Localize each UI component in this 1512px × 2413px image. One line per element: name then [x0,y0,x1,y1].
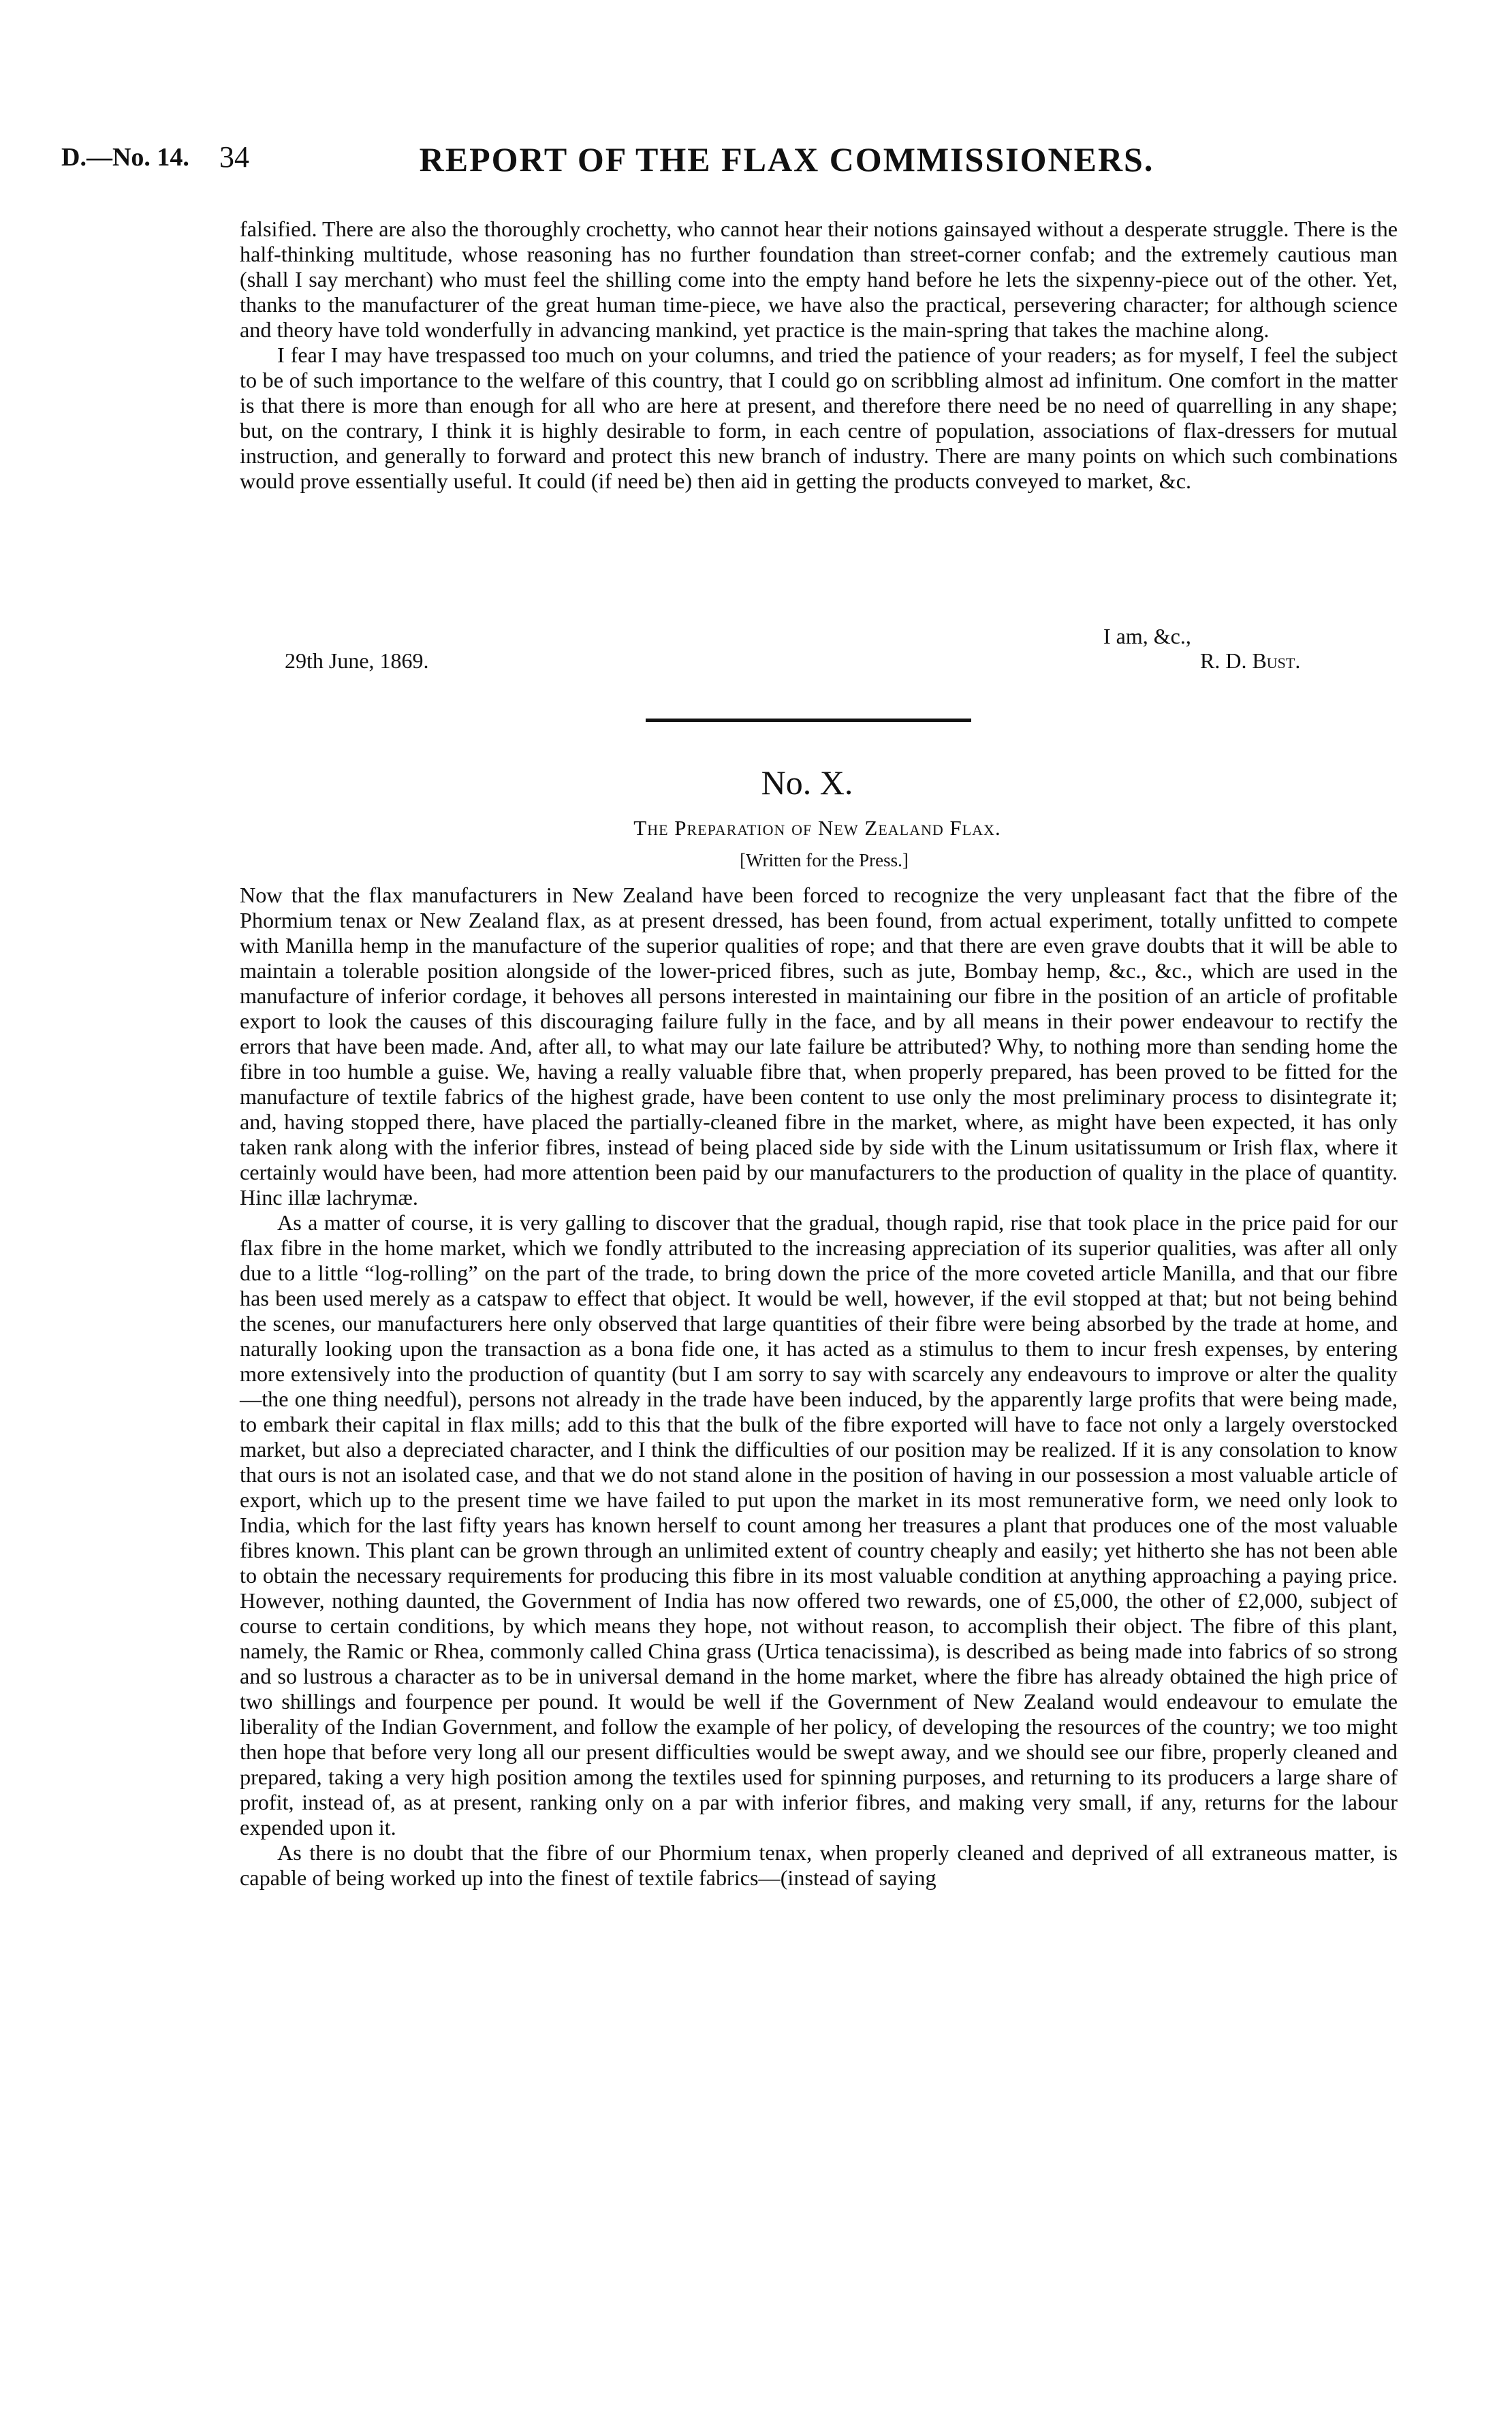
running-title: REPORT OF THE FLAX COMMISSIONERS. [419,140,1154,178]
letter-date: 29th June, 1869. [285,648,429,673]
article-body [240,883,1398,1891]
article-number: No. X. [761,763,853,802]
letter-signature: R. D. Bust. [1200,648,1301,673]
letter-closing: I am, &c., [1103,624,1191,648]
letter-body [240,217,1398,494]
page-header [61,140,1430,180]
letter-paragraph: I fear I may have trespassed too much on your columns, and tried the patience of your readers; as for myself, I feel the subject to be of such importance to the welfare of this country, that I could go on scribbling almost ad infinitum. One comfort in the matter is that there is more than enough for all who are here at present, and therefore there need be no need of quarrelling in any shape; but, on the contrary, I think it is highly desirable to form, in each centre of population, associations of flax-dressers for mutual instruction, and generally to forward and protect this new branch of industry. There are many points on which such combinations would prove essentially useful. It could (if need be) then aid in getting the products conveyed to market, &c. [240,343,1398,493]
page-number: 34 [219,140,249,174]
section-divider [646,719,971,722]
document-reference: D.—No. 14. [61,143,189,172]
article-title: The Preparation of New Zealand Flax. [633,816,1001,840]
article-paragraph: As there is no doubt that the fibre of our Phormium tenax, when properly cleaned and deprived of all extraneous matter, is capable of being worked up into the finest of textile fabrics—(instead of saying [240,1840,1398,1890]
letter-paragraph: falsified. There are also the thoroughly crochetty, who cannot hear their notions gainsayed without a desperate struggle. There is the half-thinking multitude, whose reasoning has no further foundation than street-corner confab; and the extremely cautious man (shall I say merchant) who must feel the shilling come into the empty hand before he lets the sixpenny-piece out of the other. Yet, thanks to the manufacturer of the great human time-piece, we have also the practical, persevering character; for although science and theory have told wonderfully in advancing mankind, yet practice is the main-spring that takes the machine along. [240,217,1398,342]
article-source: [Written for the Press.] [740,850,909,870]
article-paragraph: As a matter of course, it is very galling to discover that the gradual, though rapid, rise that took place in the price paid for our flax fibre in the home market, which we fondly attributed to the increasing appreciation of its superior qualities, was after all only due to a little “log-rolling” on the part of the trade, to bring down the price of the more coveted article Manilla, and that our fibre has been used merely as a catspaw to effect that object. It would be well, however, if the evil stopped at that; but not being behind the scenes, our manufacturers here only observed that large quantities of their fibre were being absorbed by the trade at home, and naturally looking upon the transaction as a bona fide one, it has acted as a stimulus to them to incur fresh expenses, by entering more extensively into the production of quantity (but I am sorry to say with scarcely any endeavours to improve or alter the quality—the one thing needful), persons not already in the trade have been induced, by the apparently large profits that were being made, to embark their capital in flax mills; add to this that the bulk of the fibre exported will have to face not only a largely overstocked market, but also a depreciated character, and I think the difficulties of our position may be realized. If it is any consolation to know that ours is not an isolated case, and that we do not stand alone in the position of having in our possession a most valuable article of export, which up to the present time we have failed to put upon the market in its most remunerative form, we need only look to India, which for the last fifty years has known herself to count among her treasures a plant that produces one of the most valuable fibres known. This plant can be grown through an unlimited extent of country cheaply and easily; yet hitherto she has not been able to obtain the necessary requirements for producing this fibre in its most valuable condition at anything approaching a paying price. However, nothing daunted, the Government of India has now offered two rewards, one of £5,000, the other of £2,000, subject of course to certain conditions, by which means they hope, not without reason, to accomplish their object. The fibre of this plant, namely, the Ramic or Rhea, commonly called China grass (Urtica tenacissima), is described as being made into fabrics of so strong and so lustrous a character as to be in universal demand in the home market, where the fibre has already obtained the high price of two shillings and fourpence per pound. It would be well if the Government of New Zealand would endeavour to emulate the liberality of the Indian Government, and follow the example of her policy, of developing the resources of the country; we too might then hope that before very long all our present difficulties would be swept away, and we should see our fibre, properly cleaned and prepared, taking a very high position among the textiles used for spinning purposes, and returning to its producers a large share of profit, instead of, as at present, ranking only on a par with inferior fibres, and making very small, if any, returns for the labour expended upon it. [240,1210,1398,1840]
article-paragraph: Now that the flax manufacturers in New Zealand have been forced to recognize the very unpleasant fact that the fibre of the Phormium tenax or New Zealand flax, as at present dressed, has been found, from actual experiment, totally unfitted to compete with Manilla hemp in the manufacture of the superior qualities of rope; and that there are even grave doubts that it will be able to maintain a tolerable position alongside of the lower-priced fibres, such as jute, Bombay hemp, &c., &c., which are used in the manufacture of inferior cordage, it behoves all persons interested in maintaining our fibre in the position of an article of profitable export to look the causes of this discouraging failure fully in the face, and by all means in their power endeavour to rectify the errors that have been made. And, after all, to what may our late failure be attributed? Why, to nothing more than sending home the fibre in too humble a guise. We, having a really valuable fibre that, when properly prepared, has been proved to be fitted for the manufacture of textile fabrics of the highest grade, have been content to use only the most preliminary process to disintegrate it; and, having stopped there, have placed the partially-cleaned fibre in the market, where, as might have been expected, it has only taken rank along with the inferior fibres, instead of being placed side by side with the Linum usitatissumum or Irish flax, where it certainly would have been, had more attention been paid by our manufacturers to the production of quality in the place of quantity. Hinc illæ lachrymæ. [240,883,1398,1210]
